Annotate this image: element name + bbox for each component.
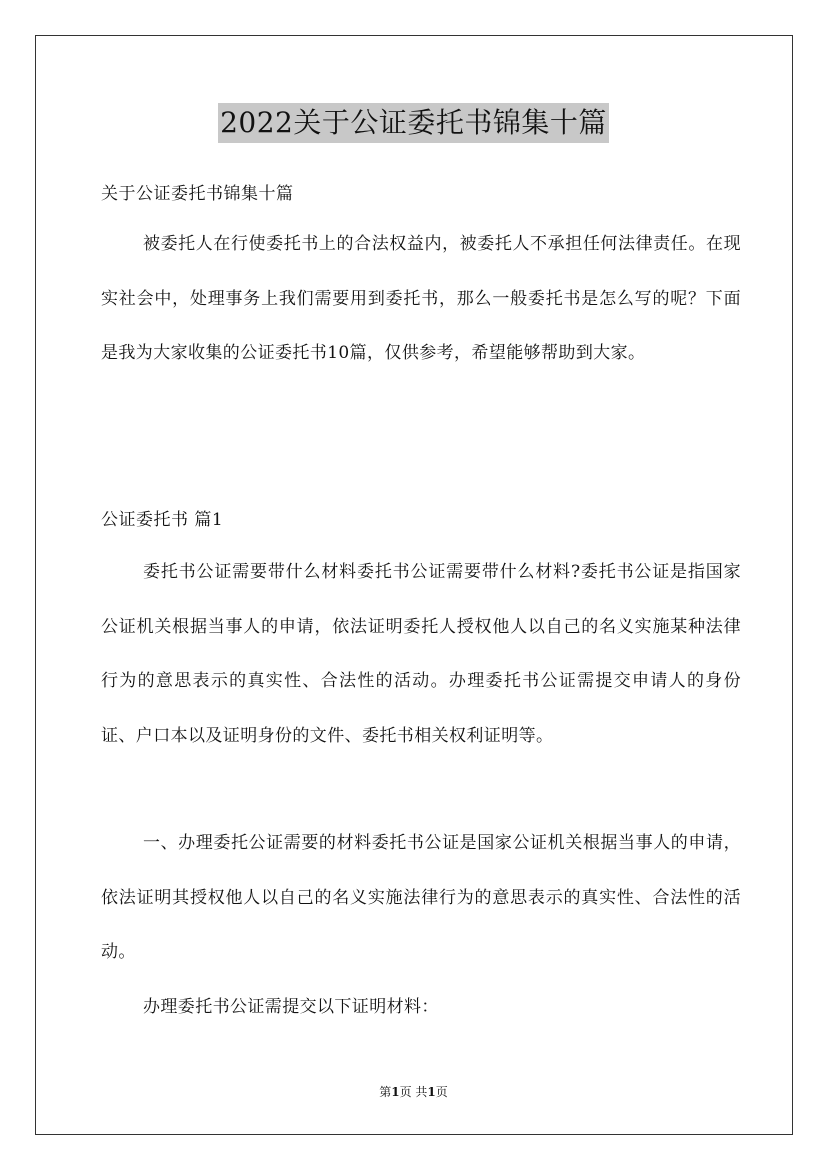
section-heading: 公证委托书 篇1 [101, 510, 224, 530]
title-container [0, 103, 827, 143]
document-title: 2022关于公证委托书锦集十篇 [218, 103, 609, 143]
footer-page-prefix: 第 [379, 1085, 392, 1099]
footer-page-current: 1 [391, 1085, 400, 1099]
body-paragraph-1: 委托书公证需要带什么材料委托书公证需要带什么材料?委托书公证是指国家公证机关根据当事人的申请，依法证明委托人授权他人以自己的名义实施某种法律行为的意思表示的真实性、合法性的活动。办理委托书公证需提交申请人的身份证、户口本以及证明身份的文件、委托书相关权利证明等。 [101, 562, 741, 746]
body-paragraph-2: 一、办理委托公证需要的材料委托书公证是国家公证机关根据当事人的申请，依法证明其授权他人以自己的名义实施法律行为的意思表示的真实性、合法性的活动。 [101, 833, 741, 962]
document-subtitle: 关于公证委托书锦集十篇 [101, 184, 294, 204]
body-paragraph-3: 办理委托书公证需提交以下证明材料： [143, 997, 439, 1017]
footer-page-suffix: 页 [435, 1085, 448, 1099]
page-footer [0, 1083, 827, 1101]
intro-paragraph: 被委托人在行使委托书上的合法权益内，被委托人不承担任何法律责任。在现实社会中，处理事务上我们需要用到委托书，那么一般委托书是怎么写的呢？下面是我为大家收集的公证委托书10篇，仅供参考，希望能够帮助到大家。 [101, 234, 741, 363]
footer-page-total: 1 [427, 1085, 436, 1099]
footer-page-middle: 页 共 [399, 1085, 428, 1099]
